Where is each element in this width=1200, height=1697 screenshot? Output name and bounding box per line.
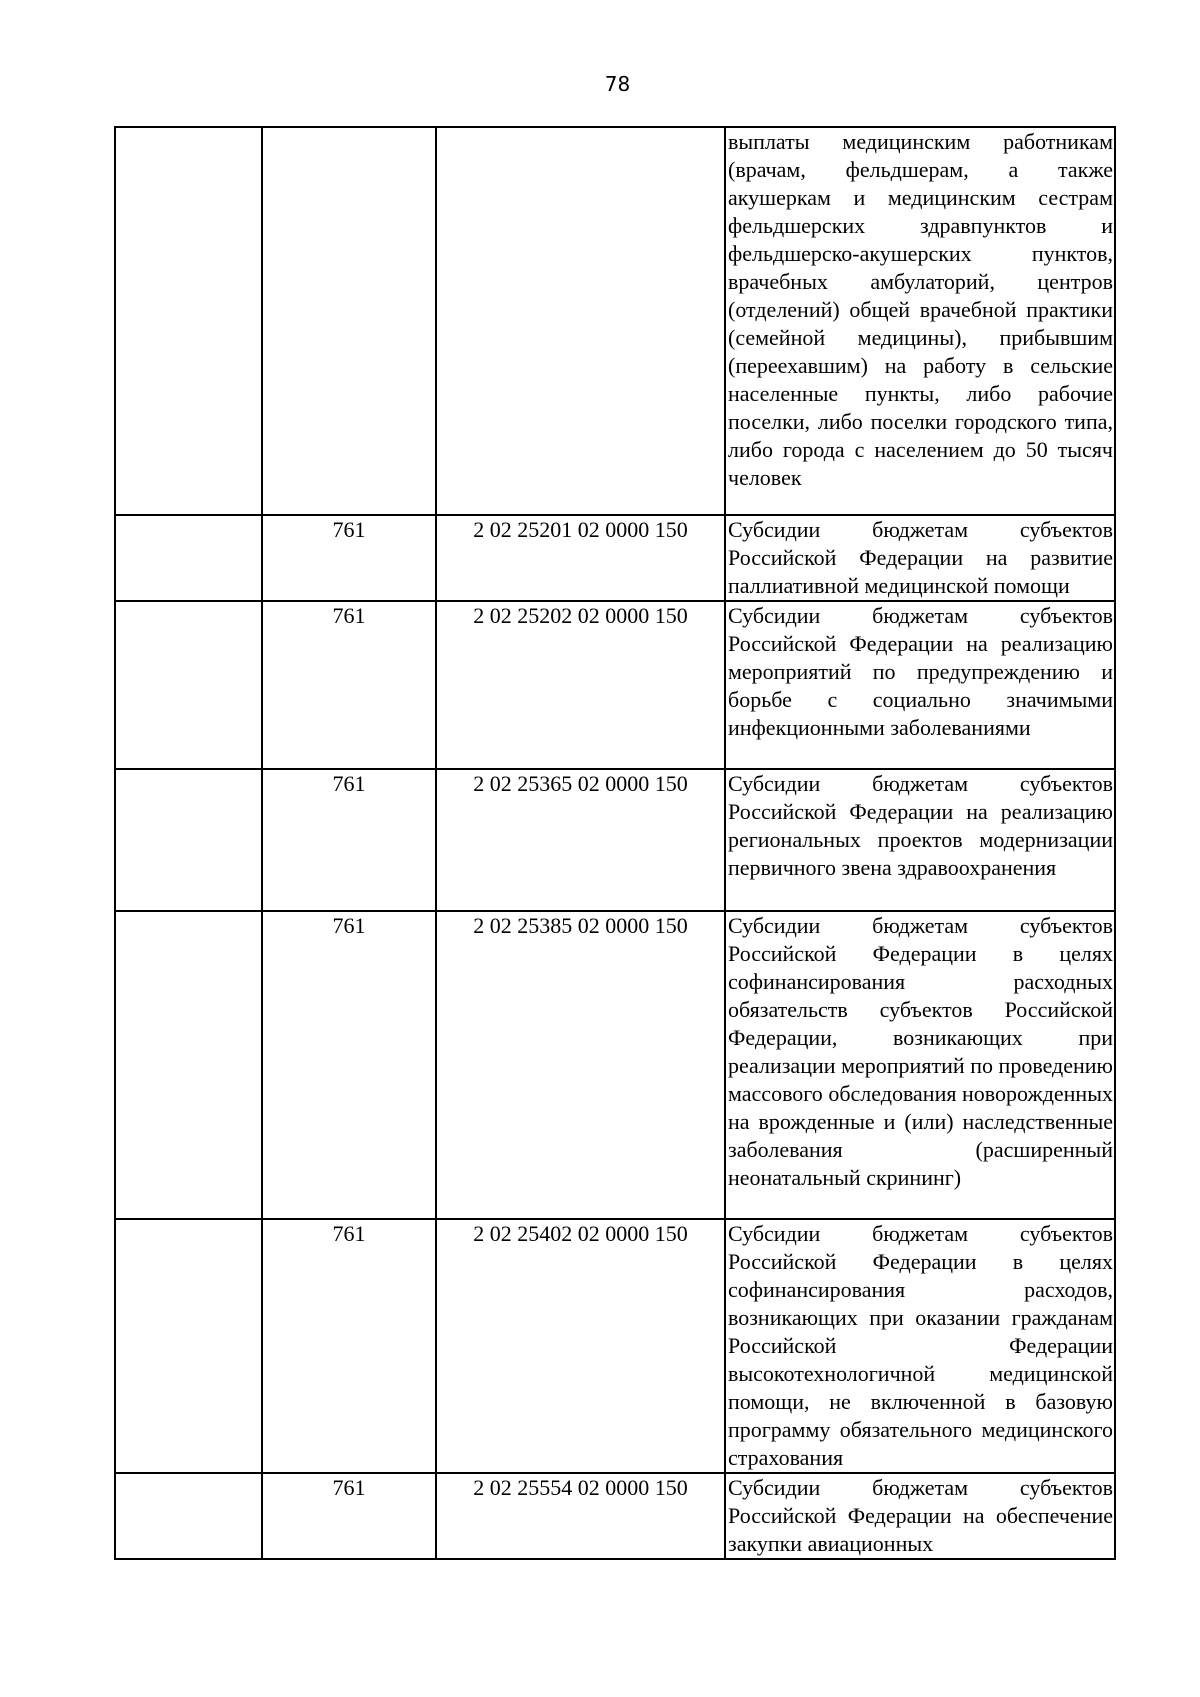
admin-code-cell [262,769,436,911]
admin-code: 761 [332,771,366,796]
budget-code-cell [436,1219,725,1473]
income-description: Субсидии бюджетам субъектов Российской Федерации в целях софинансирования расходных обязательств субъектов Российской Федерации, возникающих при реализации мероприятий по проведению массового обследования новорожденных на врожденные и (или) наследственные заболевания (расширенный неонатальный скрининг) [728,913,1113,1190]
description-cell [725,127,1115,515]
description-cell [725,911,1115,1219]
budget-classification-table [114,126,1116,1560]
admin-code-cell [262,127,436,515]
budget-code-cell [436,127,725,515]
admin-code: 761 [332,517,366,542]
budget-code: 2 02 25554 02 0000 150 [473,1475,688,1500]
admin-code-cell [262,601,436,769]
admin-code: 761 [332,603,366,628]
table-row [115,1219,1115,1473]
admin-code: 761 [332,1475,366,1500]
budget-code: 2 02 25385 02 0000 150 [473,913,688,938]
description-cell [725,515,1115,601]
budget-code: 2 02 25402 02 0000 150 [473,1221,688,1246]
income-description: Субсидии бюджетам субъектов Российской Федерации на реализацию мероприятий по предупреждению и борьбе с социально значимыми инфекционными заболеваниями [728,603,1113,740]
empty-cell [115,911,262,1219]
description-cell [725,601,1115,769]
income-description: Субсидии бюджетам субъектов Российской Федерации в целях софинансирования расходов, возникающих при оказании гражданам Российской Федерации высокотехнологичной медицинской помощи, не включенной в базовую программу обязательного медицинского страхования [728,1221,1113,1470]
table-row [115,769,1115,911]
empty-cell [115,1473,262,1559]
page-number: 78 [604,72,631,96]
income-description: Субсидии бюджетам субъектов Российской Федерации на обеспечение закупки авиационных [728,1475,1113,1556]
budget-code-cell [436,911,725,1219]
empty-cell [115,515,262,601]
description-cell [725,1473,1115,1559]
income-description: Субсидии бюджетам субъектов Российской Федерации на развитие паллиативной медицинской помощи [728,517,1113,598]
budget-code-cell [436,515,725,601]
table-row [115,515,1115,601]
admin-code-cell [262,1219,436,1473]
admin-code-cell [262,1473,436,1559]
income-description: выплаты медицинским работникам (врачам, фельдшерам, а также акушеркам и медицинским сестрам фельдшерских здравпунктов и фельдшерско-акушерских пунктов, врачебных амбулаторий, центров (отделений) общей врачебной практики (семейной медицины), прибывшим (переехавшим) на работу в сельские населенные пункты, либо рабочие поселки, либо поселки городского типа, либо города с населением до 50 тысяч человек [728,129,1113,490]
table-row [115,127,1115,515]
admin-code-cell [262,515,436,601]
empty-cell [115,1219,262,1473]
budget-code: 2 02 25202 02 0000 150 [473,603,688,628]
budget-code-cell [436,1473,725,1559]
empty-cell [115,769,262,911]
budget-code-cell [436,769,725,911]
table-row [115,1473,1115,1559]
admin-code: 761 [332,1221,366,1246]
admin-code-cell [262,911,436,1219]
table-row [115,911,1115,1219]
budget-code-cell [436,601,725,769]
description-cell [725,1219,1115,1473]
budget-code: 2 02 25365 02 0000 150 [473,771,688,796]
admin-code: 761 [332,913,366,938]
income-description: Субсидии бюджетам субъектов Российской Федерации на реализацию региональных проектов модернизации первичного звена здравоохранения [728,771,1113,880]
empty-cell [115,601,262,769]
description-cell [725,769,1115,911]
table-row [115,601,1115,769]
empty-cell [115,127,262,515]
budget-code: 2 02 25201 02 0000 150 [473,517,688,542]
